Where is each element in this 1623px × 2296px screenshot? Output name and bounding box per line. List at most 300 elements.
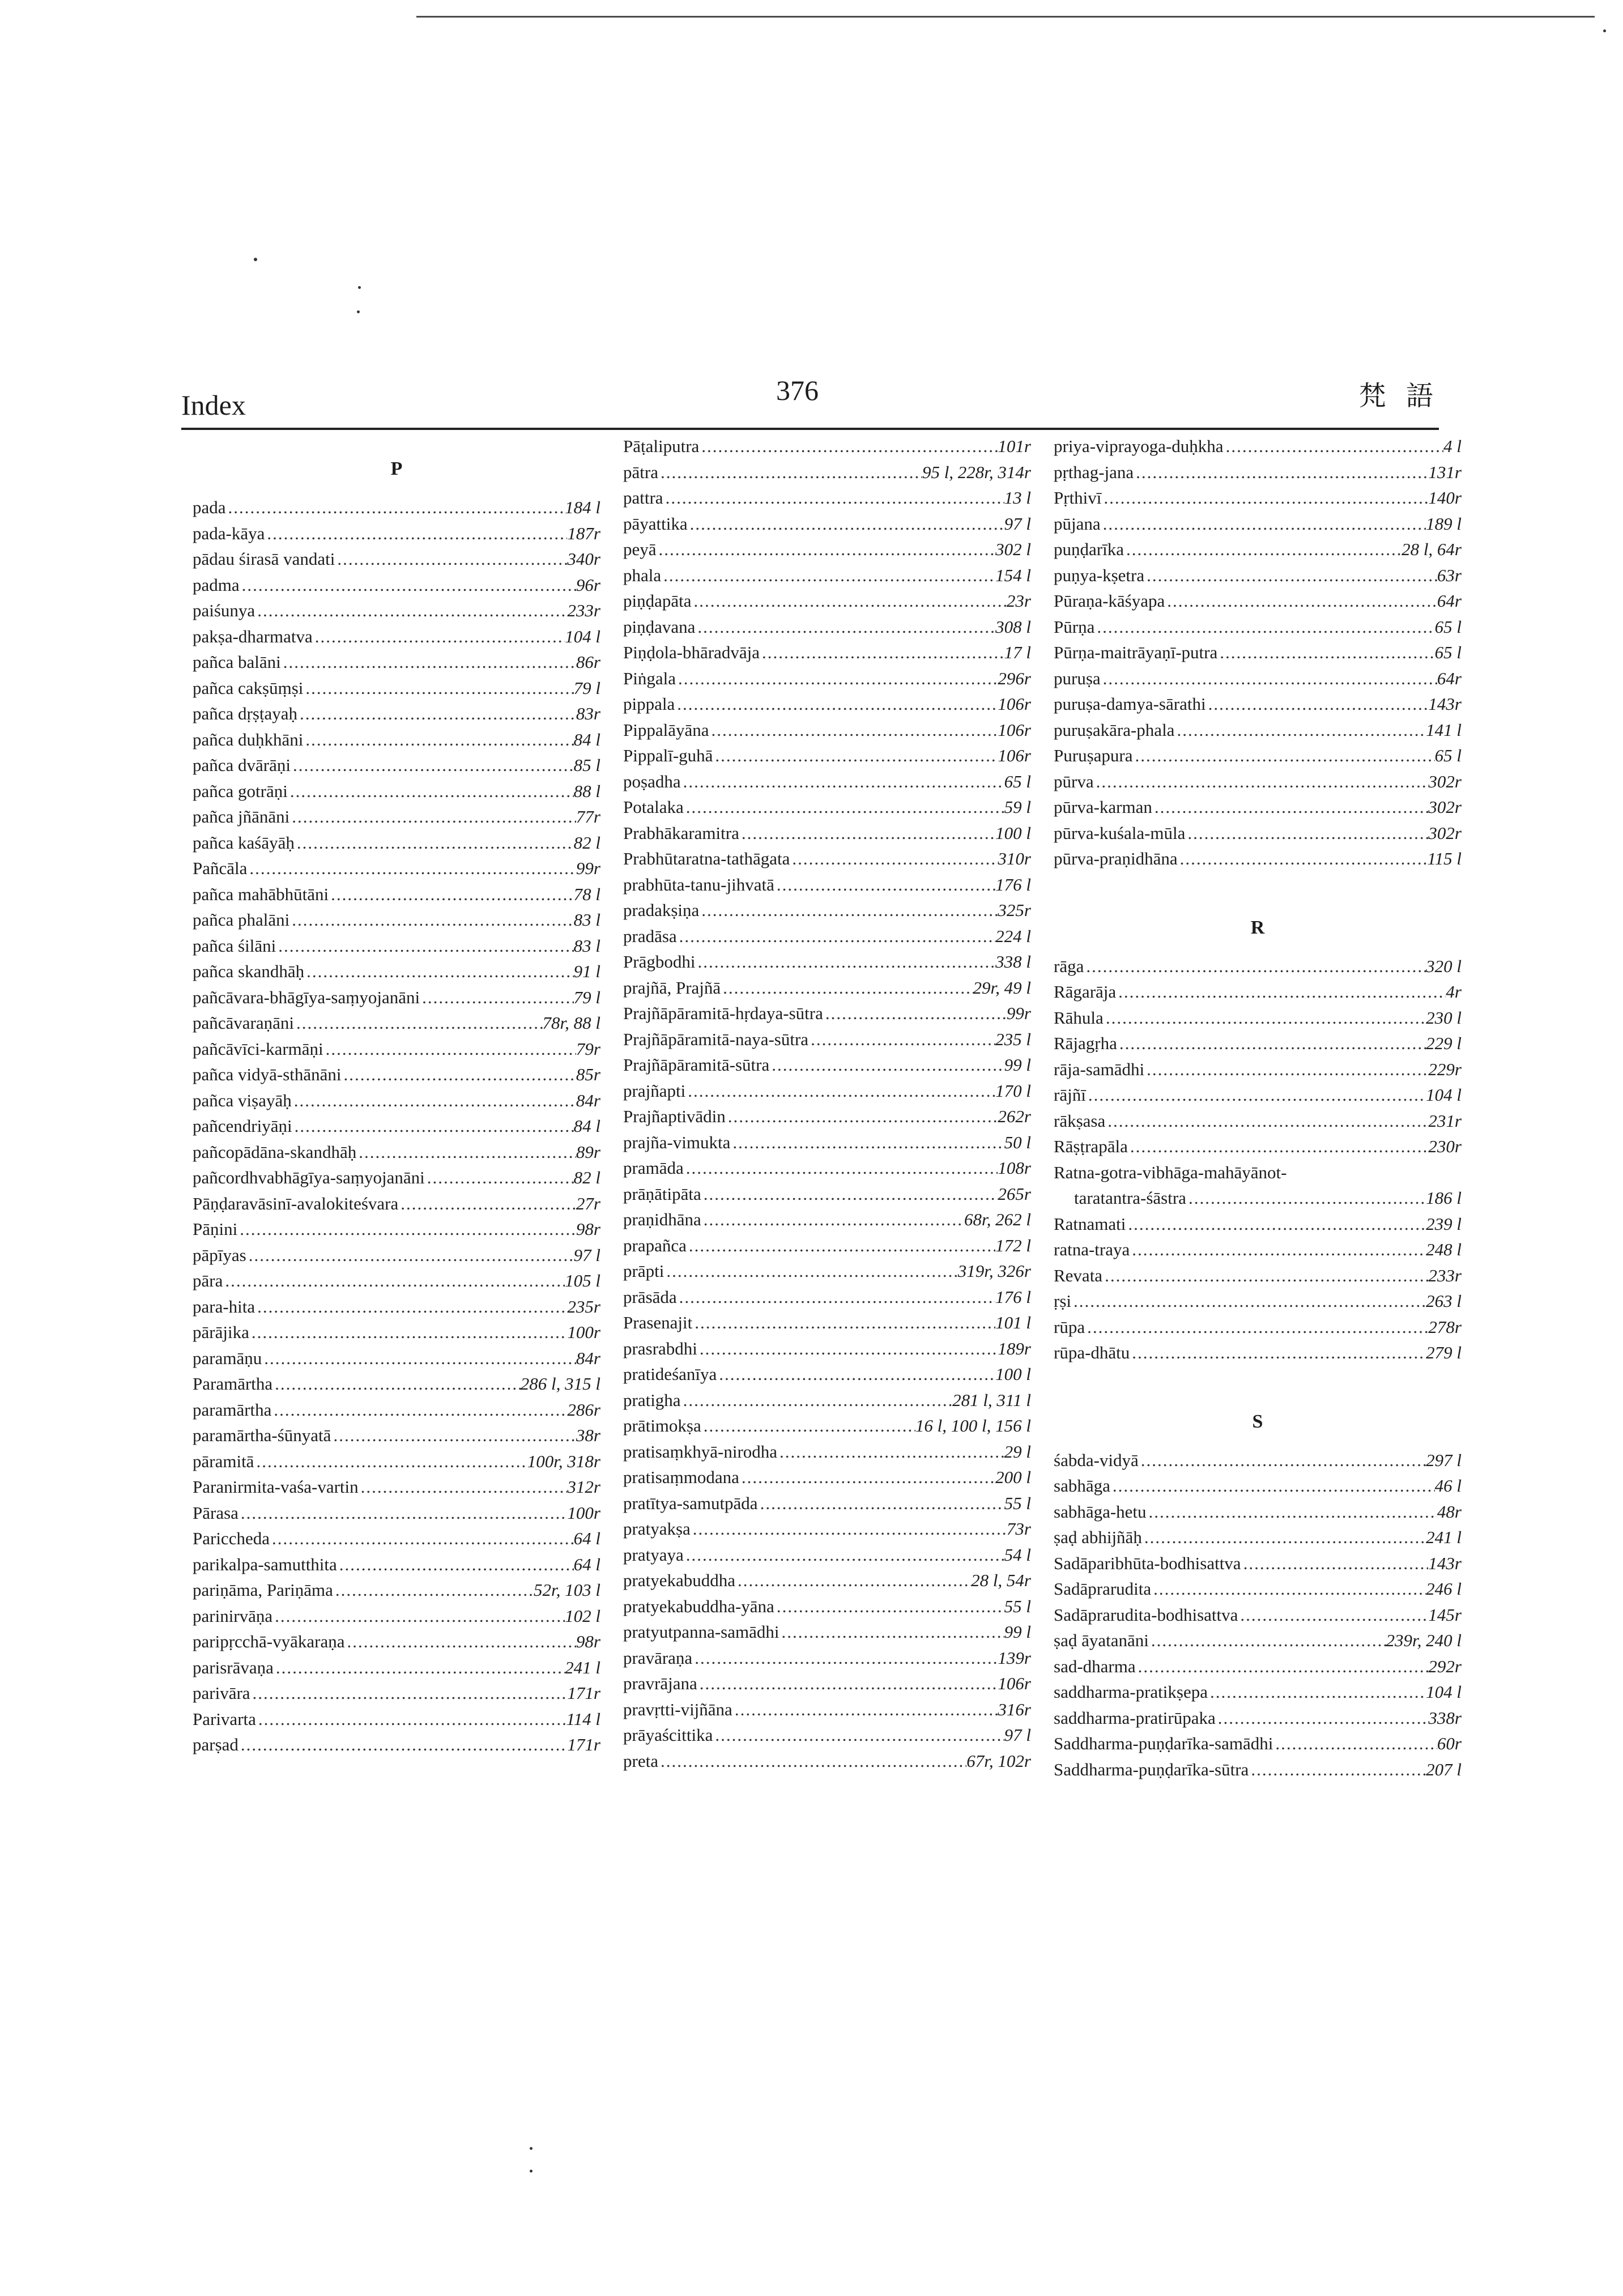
index-entry bbox=[193, 1245, 600, 1271]
entry-term: prajñā, Prajñā bbox=[623, 977, 721, 998]
dot-leader bbox=[701, 1209, 964, 1230]
entry-page-ref: 64 l bbox=[573, 1554, 600, 1574]
index-entry bbox=[1054, 1214, 1462, 1240]
entry-term: parisrāvaṇa bbox=[193, 1657, 274, 1677]
dot-leader bbox=[337, 1554, 574, 1575]
entry-page-ref: 48r bbox=[1437, 1501, 1462, 1522]
entry-page-ref: 108r bbox=[998, 1158, 1031, 1178]
dot-leader bbox=[758, 1493, 1004, 1514]
entry-term: parṣad bbox=[193, 1735, 238, 1754]
entry-page-ref: 171r bbox=[567, 1683, 600, 1703]
entry-page-ref: 85r bbox=[576, 1064, 600, 1084]
entry-term: Prajñāpāramitā-hṛdaya-sūtra bbox=[623, 1003, 823, 1023]
index-entry bbox=[623, 1029, 1031, 1055]
entry-term: Prajñaptivādin bbox=[623, 1106, 726, 1126]
index-entry bbox=[1054, 1708, 1462, 1734]
index-entry bbox=[1054, 797, 1462, 823]
index-entry bbox=[193, 1297, 600, 1323]
index-entry bbox=[193, 1477, 600, 1503]
index-entry bbox=[1054, 668, 1462, 695]
entry-page-ref: 246 l bbox=[1426, 1579, 1462, 1599]
entry-term: prapañca bbox=[623, 1235, 687, 1255]
entry-page-ref: 65 l bbox=[1004, 771, 1031, 791]
entry-page-ref: 82 l bbox=[573, 1168, 600, 1187]
index-entry bbox=[1054, 514, 1462, 540]
index-entry bbox=[623, 1209, 1031, 1236]
entry-term: paripṛcchā-vyākaraṇa bbox=[193, 1632, 345, 1651]
entry-page-ref: 89r bbox=[576, 1141, 600, 1162]
entry-term: pañca viṣayāḥ bbox=[193, 1090, 292, 1110]
entry-term: Pūraṇa-kāśyapa bbox=[1054, 591, 1165, 611]
dot-leader bbox=[288, 781, 574, 802]
dot-leader bbox=[726, 1106, 998, 1127]
entry-page-ref: 79 l bbox=[573, 987, 600, 1007]
index-entry bbox=[623, 668, 1031, 695]
dot-leader bbox=[1165, 591, 1437, 611]
index-entry bbox=[623, 1132, 1031, 1158]
dot-leader bbox=[1151, 1579, 1426, 1599]
entry-page-ref: 17 l bbox=[1004, 642, 1031, 662]
index-entry bbox=[623, 1339, 1031, 1365]
entry-page-ref: 91 l bbox=[573, 961, 600, 981]
dot-leader bbox=[774, 1596, 1004, 1617]
entry-term: pravrājana bbox=[623, 1673, 697, 1693]
entry-term: prajña-vimukta bbox=[623, 1132, 731, 1152]
dot-leader bbox=[790, 849, 998, 869]
dot-leader bbox=[675, 694, 998, 714]
dot-leader bbox=[1147, 1502, 1437, 1522]
entry-term: Prabhākaramitra bbox=[623, 823, 739, 843]
entry-page-ref: 100 l bbox=[995, 823, 1031, 843]
entry-term: parikalpa-samutthita bbox=[193, 1554, 337, 1574]
entry-page-ref: 224 l bbox=[995, 926, 1031, 946]
entry-term: pratisaṃkhyā-nirodha bbox=[623, 1441, 778, 1462]
dot-leader bbox=[1142, 1527, 1426, 1548]
index-entry bbox=[193, 549, 600, 575]
index-entry bbox=[1054, 1579, 1462, 1605]
entry-page-ref: 99r bbox=[576, 858, 600, 878]
dot-leader bbox=[691, 1519, 1007, 1539]
entry-term: pāyattika bbox=[623, 513, 688, 534]
index-entry bbox=[193, 1091, 600, 1117]
entry-page-ref: 82 l bbox=[573, 832, 600, 853]
section-letter: S bbox=[1252, 1411, 1263, 1432]
entry-page-ref: 27r bbox=[576, 1193, 600, 1213]
entry-page-ref: 64r bbox=[1437, 591, 1462, 611]
index-entry bbox=[1054, 1450, 1462, 1476]
dot-leader bbox=[684, 797, 1004, 817]
index-entry bbox=[193, 497, 600, 523]
dot-leader bbox=[760, 642, 1004, 663]
entry-term: pratītya-samutpāda bbox=[623, 1493, 758, 1513]
entry-term: piṇḍapāta bbox=[623, 591, 692, 611]
entry-page-ref: 296r bbox=[998, 668, 1031, 688]
dot-leader bbox=[294, 1013, 543, 1033]
entry-page-ref: 320 l bbox=[1426, 956, 1462, 976]
entry-term: pravāraṇa bbox=[623, 1647, 693, 1668]
entry-term: pūrva-praṇidhāna bbox=[1054, 849, 1178, 868]
scan-speck bbox=[530, 2170, 533, 2173]
index-entry bbox=[1054, 1266, 1462, 1292]
index-entry bbox=[623, 1364, 1031, 1390]
entry-term: pratyutpanna-samādhi bbox=[623, 1622, 779, 1642]
dot-leader bbox=[739, 1467, 995, 1488]
entry-term: Prasenajit bbox=[623, 1313, 693, 1332]
dot-leader bbox=[1208, 1682, 1426, 1702]
entry-page-ref: 50 l bbox=[1004, 1132, 1031, 1152]
entry-term: pañca mahābhūtāni bbox=[193, 884, 329, 904]
entry-term: pratyekabuddha bbox=[623, 1570, 735, 1590]
header-rule bbox=[181, 428, 1439, 430]
entry-page-ref: 139r bbox=[998, 1647, 1031, 1668]
dot-leader bbox=[779, 1622, 1004, 1642]
entry-page-ref: 241 l bbox=[1426, 1527, 1462, 1547]
entry-page-ref: 65 l bbox=[1434, 746, 1462, 765]
index-entry bbox=[1054, 1527, 1462, 1553]
dot-leader bbox=[1130, 1343, 1426, 1363]
entry-term: rūpa bbox=[1054, 1317, 1085, 1337]
entry-page-ref: 338 l bbox=[995, 952, 1031, 972]
index-entry bbox=[193, 1064, 600, 1091]
index-entry bbox=[193, 987, 600, 1013]
entry-page-ref: 38r bbox=[576, 1425, 600, 1445]
index-entry bbox=[623, 1390, 1031, 1416]
index-entry bbox=[1054, 1162, 1462, 1189]
index-entry bbox=[623, 1596, 1031, 1622]
dot-leader bbox=[329, 884, 573, 905]
entry-term: Pañcāla bbox=[193, 858, 248, 878]
dot-leader bbox=[684, 1545, 1004, 1565]
entry-page-ref: 235r bbox=[567, 1296, 600, 1317]
index-entry bbox=[1054, 1085, 1462, 1111]
dot-leader bbox=[292, 1116, 574, 1136]
dot-leader bbox=[823, 1003, 1007, 1024]
dot-leader bbox=[739, 823, 995, 844]
dot-leader bbox=[1139, 1450, 1426, 1471]
index-entry bbox=[623, 952, 1031, 978]
entry-term: pratyakṣa bbox=[623, 1519, 691, 1539]
dot-leader bbox=[713, 746, 998, 766]
entry-term: pakṣa-dharmatva bbox=[193, 626, 313, 646]
dot-leader bbox=[333, 1580, 534, 1600]
dot-leader bbox=[303, 730, 573, 750]
index-entry bbox=[623, 591, 1031, 617]
dot-leader bbox=[356, 1142, 576, 1162]
entry-page-ref: 86r bbox=[576, 652, 600, 672]
dot-leader bbox=[1128, 1136, 1429, 1157]
entry-page-ref: 170 l bbox=[995, 1080, 1031, 1101]
entry-term: Rāṣṭrapāla bbox=[1054, 1136, 1128, 1156]
entry-page-ref: 4r bbox=[1446, 982, 1462, 1002]
entry-term: pañca duḥkhāni bbox=[193, 729, 304, 749]
index-entry bbox=[193, 730, 600, 756]
index-entry bbox=[623, 772, 1031, 798]
scan-speck bbox=[357, 310, 360, 313]
entry-page-ref: 200 l bbox=[995, 1467, 1031, 1487]
dot-leader bbox=[1241, 1553, 1429, 1574]
entry-page-ref: 312r bbox=[567, 1477, 600, 1497]
entry-page-ref: 325r bbox=[998, 900, 1031, 920]
dot-leader bbox=[250, 1683, 568, 1703]
dot-leader bbox=[420, 987, 574, 1008]
index-entry bbox=[193, 910, 600, 936]
entry-term: pāra bbox=[193, 1271, 223, 1290]
entry-term: prāpti bbox=[623, 1261, 664, 1281]
dot-leader bbox=[713, 1725, 1004, 1745]
entry-term: puruṣa bbox=[1054, 668, 1101, 688]
index-entry bbox=[1054, 772, 1462, 798]
dot-leader bbox=[1110, 1476, 1435, 1496]
index-entry bbox=[1054, 1033, 1462, 1059]
index-entry bbox=[193, 704, 600, 730]
index-entry bbox=[1054, 720, 1462, 746]
index-entry bbox=[193, 755, 600, 781]
entry-term: prāṇātipāta bbox=[623, 1183, 701, 1204]
entry-page-ref: 55 l bbox=[1004, 1493, 1031, 1513]
index-entry bbox=[1054, 849, 1462, 875]
entry-page-ref: 65 l bbox=[1434, 616, 1462, 637]
index-entry bbox=[623, 514, 1031, 540]
entry-term: prajñapti bbox=[623, 1080, 686, 1101]
dot-leader bbox=[1217, 642, 1434, 663]
entry-term: Pṛthivī bbox=[1054, 488, 1102, 508]
dot-leader bbox=[238, 1735, 568, 1755]
dot-leader bbox=[255, 600, 567, 621]
entry-page-ref: 97 l bbox=[1004, 513, 1031, 534]
index-entry bbox=[193, 678, 600, 704]
dot-leader bbox=[692, 1648, 998, 1668]
entry-term: Pippalāyāna bbox=[623, 719, 709, 740]
index-entry bbox=[623, 1648, 1031, 1674]
entry-term: Prajñāpāramitā-naya-sūtra bbox=[623, 1029, 809, 1049]
index-entry bbox=[193, 575, 600, 601]
index-entry bbox=[193, 1735, 600, 1761]
index-entry bbox=[193, 1039, 600, 1065]
dot-leader bbox=[688, 514, 1004, 534]
dot-leader bbox=[1174, 720, 1426, 740]
entry-page-ref: 97 l bbox=[1004, 1725, 1031, 1745]
scan-speck bbox=[358, 286, 361, 289]
dot-leader bbox=[1144, 565, 1437, 586]
index-entry bbox=[193, 1425, 600, 1451]
entry-page-ref: 98r bbox=[576, 1632, 600, 1651]
index-entry bbox=[623, 1287, 1031, 1313]
entry-term: pañca phalāni bbox=[193, 910, 290, 930]
index-entry bbox=[1054, 956, 1462, 982]
entry-page-ref: 262r bbox=[998, 1106, 1031, 1126]
running-title: 梵 語 bbox=[1358, 380, 1439, 412]
dot-leader bbox=[717, 1364, 995, 1385]
dot-leader bbox=[777, 1442, 1004, 1462]
index-entry bbox=[193, 1580, 600, 1606]
index-entry bbox=[623, 900, 1031, 926]
index-entry bbox=[623, 488, 1031, 514]
index-title: Index bbox=[181, 389, 246, 421]
dot-leader bbox=[297, 704, 576, 724]
entry-term: Pūrṇa bbox=[1054, 616, 1095, 637]
index-entry bbox=[193, 961, 600, 987]
entry-page-ref: 302r bbox=[1428, 771, 1462, 791]
index-entry bbox=[193, 807, 600, 833]
entry-page-ref: 104 l bbox=[1426, 1682, 1462, 1702]
entry-page-ref: 310r bbox=[998, 849, 1031, 868]
dot-leader bbox=[226, 497, 565, 518]
dot-leader bbox=[1094, 772, 1429, 792]
index-entry bbox=[1054, 1553, 1462, 1579]
index-entry bbox=[1054, 1059, 1462, 1085]
entry-term: saddharma-pratikṣepa bbox=[1054, 1682, 1208, 1702]
entry-term: parivāra bbox=[193, 1683, 250, 1703]
entry-term: taratantra-śāstra bbox=[1074, 1188, 1186, 1208]
index-entry bbox=[623, 926, 1031, 952]
entry-term: Pāṇini bbox=[193, 1219, 238, 1239]
entry-page-ref: 68r, 262 l bbox=[964, 1209, 1031, 1229]
dot-leader bbox=[240, 575, 576, 595]
entry-term: sad-dharma bbox=[1054, 1656, 1136, 1676]
dot-leader bbox=[681, 1390, 952, 1411]
dot-leader bbox=[685, 1081, 995, 1101]
index-entry bbox=[1054, 1656, 1462, 1682]
entry-term: pāramitā bbox=[193, 1451, 254, 1471]
dot-leader bbox=[735, 1570, 971, 1591]
entry-term: pūrva bbox=[1054, 771, 1094, 791]
entry-term: Rāgarāja bbox=[1054, 982, 1117, 1002]
index-entry bbox=[193, 1271, 600, 1297]
entry-page-ref: 233r bbox=[1428, 1265, 1462, 1285]
entry-page-ref: 23r bbox=[1006, 591, 1031, 611]
index-entry bbox=[623, 746, 1031, 772]
index-entry bbox=[193, 1013, 600, 1039]
entry-term: piṇḍavana bbox=[623, 616, 696, 637]
scan-speck bbox=[254, 258, 257, 261]
entry-page-ref: 189r bbox=[998, 1338, 1031, 1358]
dot-leader bbox=[1152, 797, 1429, 817]
entry-term: pariṇāma, Pariṇāma bbox=[193, 1580, 333, 1600]
dot-leader bbox=[1102, 1266, 1428, 1286]
entry-page-ref: 233r bbox=[567, 600, 600, 620]
entry-page-ref: 278r bbox=[1428, 1317, 1462, 1337]
dot-leader bbox=[359, 1477, 568, 1497]
dot-leader bbox=[272, 1606, 565, 1626]
entry-term: prāyaścittika bbox=[623, 1725, 713, 1745]
dot-leader bbox=[701, 1184, 998, 1204]
entry-page-ref: 106r bbox=[998, 719, 1031, 740]
index-entry bbox=[193, 1554, 600, 1581]
index-entry bbox=[1054, 694, 1462, 720]
entry-page-ref: 104 l bbox=[1426, 1085, 1462, 1105]
dot-leader bbox=[265, 523, 567, 544]
index-entry bbox=[193, 1658, 600, 1684]
dot-leader bbox=[1105, 1111, 1428, 1131]
index-entry bbox=[623, 1261, 1031, 1287]
dot-leader bbox=[687, 1236, 995, 1256]
index-entry bbox=[623, 1725, 1031, 1751]
index-entry bbox=[1054, 436, 1462, 462]
index-entry bbox=[623, 462, 1031, 488]
index-entry bbox=[193, 627, 600, 653]
index-entry bbox=[1054, 565, 1462, 591]
entry-page-ref: 171r bbox=[567, 1735, 600, 1754]
scan-speck bbox=[530, 2147, 533, 2150]
entry-page-ref: 143r bbox=[1428, 694, 1462, 714]
entry-page-ref: 248 l bbox=[1426, 1239, 1462, 1259]
dot-leader bbox=[1117, 1033, 1426, 1054]
entry-page-ref: 302r bbox=[1428, 797, 1462, 817]
entry-page-ref: 78r, 88 l bbox=[542, 1013, 600, 1033]
entry-term: Revata bbox=[1054, 1265, 1103, 1285]
entry-term: puṇḍarīka bbox=[1054, 539, 1124, 559]
entry-term: Sadāprarudita bbox=[1054, 1579, 1152, 1599]
dot-leader bbox=[1124, 539, 1402, 560]
index-entry bbox=[193, 1348, 600, 1374]
dot-leader bbox=[1185, 823, 1428, 844]
dot-leader bbox=[774, 875, 995, 895]
entry-page-ref: 141 l bbox=[1426, 719, 1462, 740]
entry-page-ref: 106r bbox=[998, 694, 1031, 714]
dot-leader bbox=[1126, 1214, 1426, 1234]
index-entry bbox=[1054, 1682, 1462, 1708]
index-entry bbox=[623, 1467, 1031, 1493]
index-entry bbox=[1054, 823, 1462, 849]
entry-term: pañca gotrāṇi bbox=[193, 781, 288, 801]
index-entry bbox=[623, 849, 1031, 875]
entry-term: prasrabdhi bbox=[623, 1338, 697, 1358]
entry-term: pada-kāya bbox=[193, 523, 265, 543]
index-entry bbox=[1054, 1111, 1462, 1137]
dot-leader bbox=[1144, 1059, 1428, 1080]
dot-leader bbox=[276, 936, 573, 956]
index-entry bbox=[623, 436, 1031, 462]
entry-page-ref: 95 l, 228r, 314r bbox=[922, 462, 1031, 482]
entry-page-ref: 231r bbox=[1428, 1110, 1462, 1131]
entry-page-ref: 319r, 326r bbox=[957, 1261, 1031, 1281]
entry-term: Pūrṇa-maitrāyaṇī-putra bbox=[1054, 642, 1218, 662]
entry-page-ref: 13 l bbox=[1004, 488, 1031, 508]
entry-page-ref: 140r bbox=[1428, 488, 1462, 508]
index-entry bbox=[623, 797, 1031, 823]
entry-term: Piṇḍola-bhāradvāja bbox=[623, 642, 760, 662]
entry-page-ref: 79r bbox=[576, 1038, 600, 1059]
dot-leader bbox=[1216, 1708, 1429, 1728]
index-entry bbox=[1054, 982, 1462, 1008]
entry-page-ref: 102 l bbox=[565, 1605, 600, 1626]
index-entry bbox=[193, 1451, 600, 1477]
entry-page-ref: 316r bbox=[998, 1699, 1031, 1719]
entry-term: pratideśanīya bbox=[623, 1364, 717, 1384]
index-entry bbox=[623, 694, 1031, 720]
entry-term: saddharma-pratirūpaka bbox=[1054, 1707, 1216, 1728]
entry-page-ref: 85 l bbox=[573, 755, 600, 775]
entry-term: Rāhula bbox=[1054, 1007, 1104, 1028]
entry-page-ref: 54 l bbox=[1004, 1544, 1031, 1565]
entry-term: pañcopādāna-skandhāḥ bbox=[193, 1141, 357, 1162]
entry-term: pradāsa bbox=[623, 926, 677, 946]
index-entry bbox=[1054, 1291, 1462, 1317]
entry-page-ref: 176 l bbox=[995, 874, 1031, 894]
entry-term: pañca dvārāṇi bbox=[193, 755, 291, 775]
entry-page-ref: 235 l bbox=[995, 1029, 1031, 1049]
entry-page-ref: 63r bbox=[1437, 565, 1462, 585]
dot-leader bbox=[1134, 462, 1428, 483]
entry-term: puṇya-kṣetra bbox=[1054, 565, 1145, 585]
entry-page-ref: 100r bbox=[567, 1502, 600, 1523]
entry-page-ref: 338r bbox=[1428, 1707, 1462, 1728]
entry-page-ref: 16 l, 100 l, 156 l bbox=[915, 1416, 1031, 1435]
dot-leader bbox=[281, 652, 576, 672]
entry-page-ref: 131r bbox=[1428, 462, 1462, 482]
entry-page-ref: 98r bbox=[576, 1219, 600, 1239]
entry-term: pañcāvīci-karmāṇi bbox=[193, 1038, 323, 1059]
